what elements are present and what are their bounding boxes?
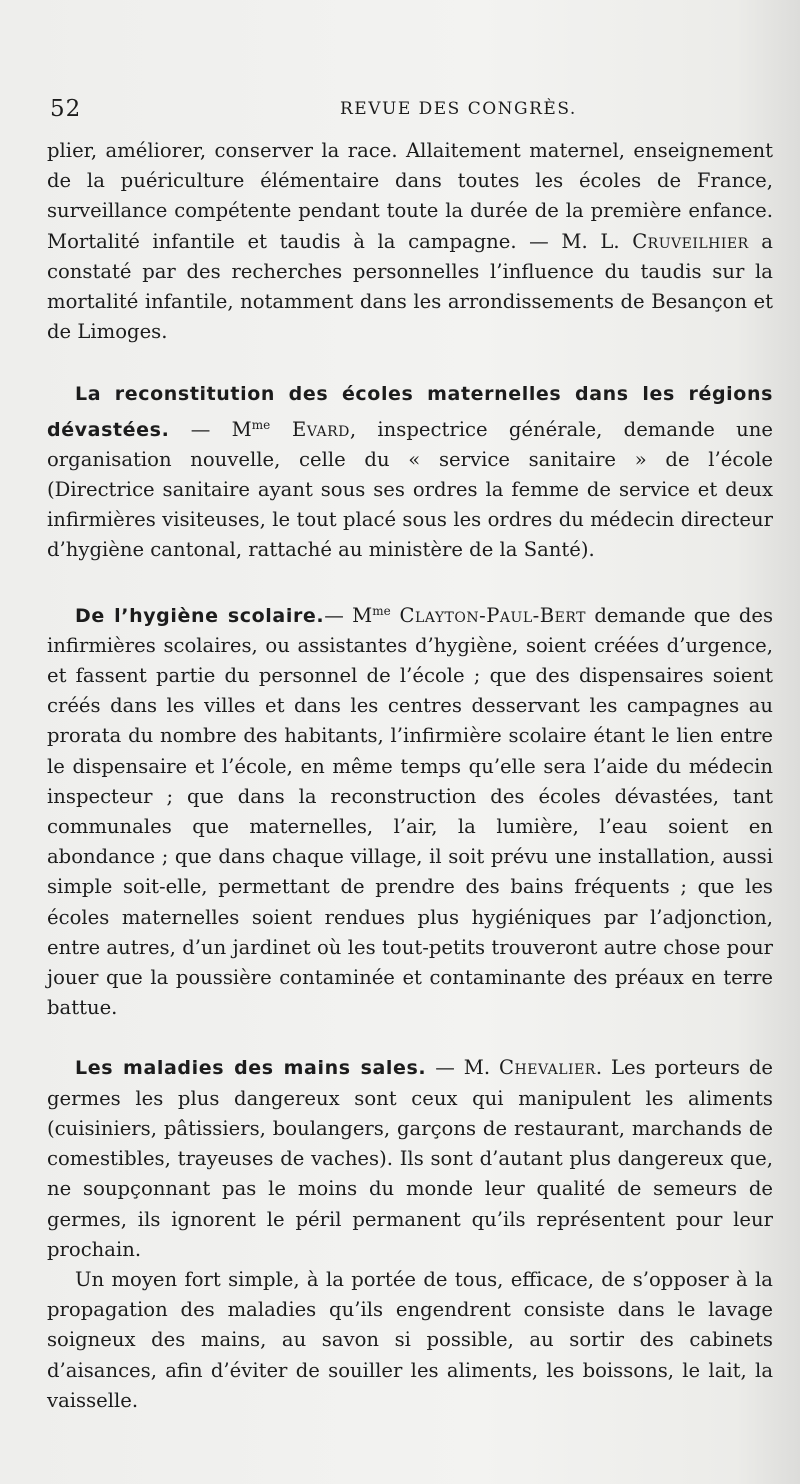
continued-paragraph [47,136,773,347]
body-text [47,136,773,1416]
running-head: REVUE DES CONGRÈS. [340,99,577,119]
section-school-hygiene [47,596,773,1024]
author-name: Cruveilhier [632,229,749,253]
author-name: Chevalier [499,1056,596,1080]
section-heading: De l’hygiène scolaire. [75,604,325,627]
page-number: 52 [50,96,82,122]
title-superscript: me [372,603,391,618]
section-dirty-hands [47,1053,773,1264]
dash-text: — M. [426,1056,500,1080]
dash-text: — M [324,603,373,627]
section-heading: La reconstitution des écoles maternelles dans les régions dévastées. [47,383,773,441]
paragraph-text: demande que des infirmières scolaires, ou assistantes d’hygiène, soient créées d’urgence, et fassent partie du personnel de l’école ; que des dispensaires soient créés dans les villes et dans les centres desservant les campagnes au prorata du nombre des habitants, l’infirmière scolaire étant le lien entre le dispensaire et l’école, en même temps qu’elle sera l’aide du médecin inspecteur ; que dans la reconstruction des écoles dévastées, tant communales que maternelles, l’air, la lumière, l’eau soient en abondance ; que dans chaque village, il soit prévu une installation, aussi simple soit-elle, permettant de prendre des bains fréquents ; que les écoles maternelles soient rendues plus hygiéniques par l’adjonction, entre autres, d’un jardinet où les tout-petits trouveront autre chose pour jouer que la poussière contaminée et contaminante des préaux en terre battue. [47,603,774,1020]
paragraph-text: plier, améliorer, conserver la race. Allaitement maternel, enseignement de la puériculture élémentaire dans toutes les écoles de France, surveillance compétente pendant toute la durée de la première enfance. Mortalité infantile et taudis à la campagne. — M. L. [47,139,773,253]
paragraph-text: Un moyen fort simple, à la portée de tous, efficace, de s’opposer à la propagation des maladies qu’ils engendrent consiste dans le lavage soigneux des mains, au savon si possible, au sortir des cabinets d’aisances, afin d’éviter de souiller les aliments, les boissons, le lait, la vaisselle. [47,1267,773,1412]
paragraph-text: , inspectrice générale, demande une organisation nouvelle, celle du « service sanitaire » de l’école (Directrice sanitaire ayant sous ses ordres la femme de service et deux infirmières visiteuses, le tout placé sous les ordres du médecin directeur d’hygiène cantonal, rattaché au ministère de la Santé). [47,417,773,562]
paragraph-text: a constaté par des recherches personnelles l’influence du taudis sur la mortalité infantile, notamment dans les arrondissements de Besançon et de Limoges. [47,229,773,344]
paragraph-text: . Les porteurs de germes les plus dangereux sont ceux qui manipulent les aliments (cuisiniers, pâtissiers, boulangers, garçons de restaurant, marchands de comestibles, trayeuses de vaches). Ils sont d’autant plus dangereux que, ne soupçonnant pas le moins du monde leur qualité de semeurs de germes, ils ignorent le péril permanent qu’ils représentent pour leur prochain. [47,1056,773,1261]
dash-text: — M [169,417,252,441]
author-name: Evard [270,417,350,441]
page-header [50,96,770,126]
title-superscript: me [251,417,271,432]
author-name: Clayton-Paul-Bert [390,603,587,627]
section-maternal-schools [47,379,773,565]
section-heading: Les maladies des mains sales. [75,1057,427,1080]
paragraph-hand-washing [47,1265,773,1416]
